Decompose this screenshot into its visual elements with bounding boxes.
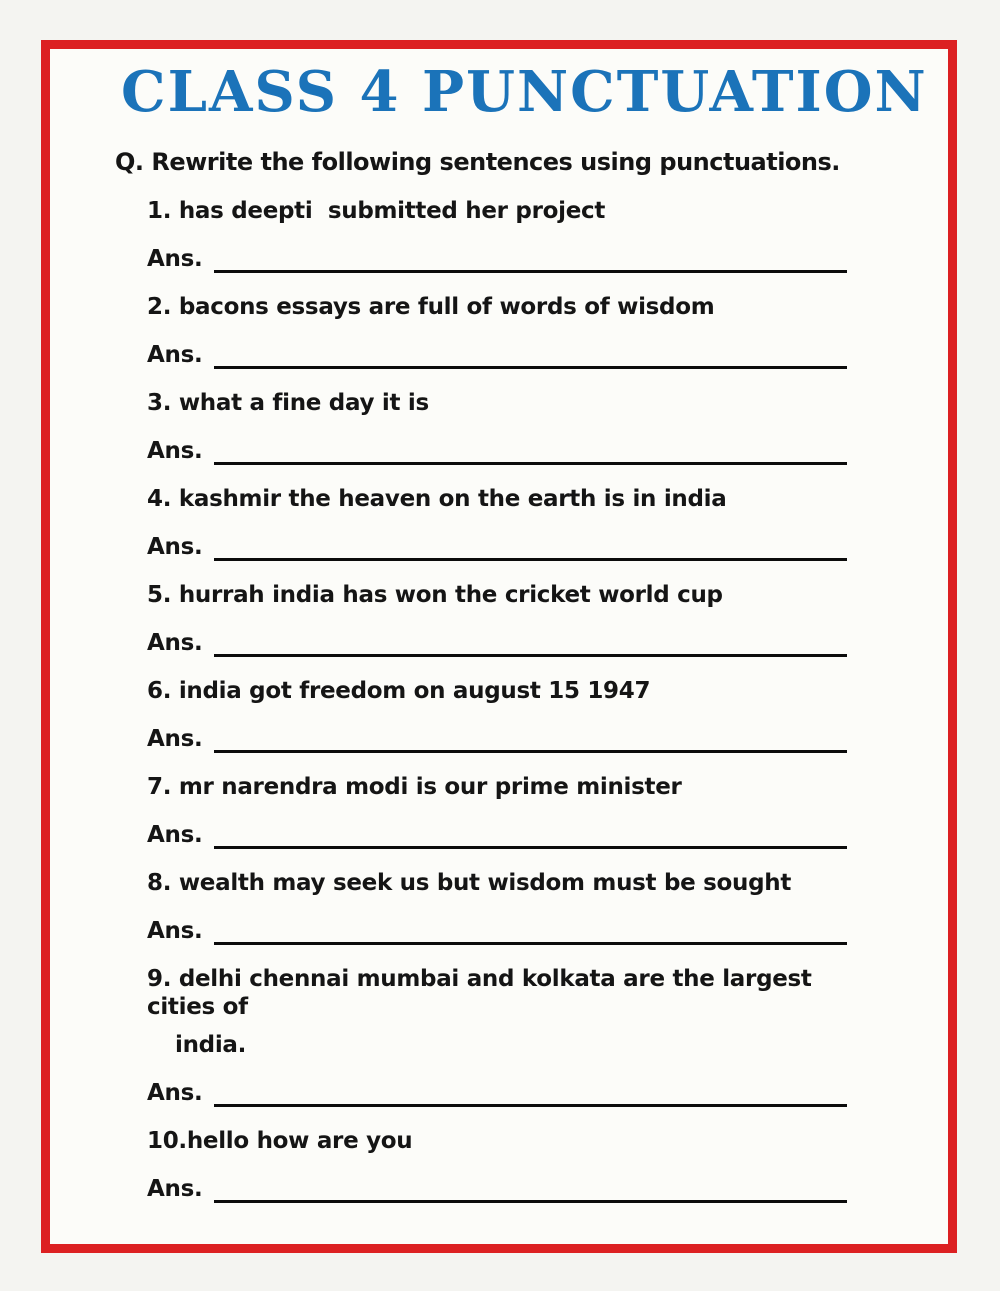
worksheet-page xyxy=(41,40,957,1253)
answer-row xyxy=(147,533,847,561)
question-item xyxy=(115,773,948,849)
answer-row xyxy=(147,1175,847,1203)
item-sentence: 8. wealth may seek us but wisdom must be sought xyxy=(147,870,792,896)
ans-label: Ans. xyxy=(147,822,203,848)
answer-blank[interactable] xyxy=(214,342,847,369)
answer-blank[interactable] xyxy=(214,246,847,273)
answer-row xyxy=(147,821,847,849)
item-sentence: 7. mr narendra modi is our prime minister xyxy=(147,774,682,800)
item-sentence: 3. what a fine day it is xyxy=(147,390,429,416)
question-item xyxy=(115,1127,948,1203)
item-sentence-line1: 9. delhi chennai mumbai and kolkata are the largest cities of xyxy=(147,966,820,1020)
answer-row xyxy=(147,725,847,753)
answer-blank[interactable] xyxy=(214,534,847,561)
answer-row xyxy=(147,245,847,273)
item-sentence: 6. india got freedom on august 15 1947 xyxy=(147,678,651,704)
ans-label: Ans. xyxy=(147,246,203,272)
ans-label: Ans. xyxy=(147,438,203,464)
question-item xyxy=(115,389,948,465)
question-item xyxy=(115,293,948,369)
item-sentence: 4. kashmir the heaven on the earth is in india xyxy=(147,486,727,512)
question-item xyxy=(115,677,948,753)
ans-label: Ans. xyxy=(147,534,203,560)
question-heading: Q. Rewrite the following sentences using punctuations. xyxy=(115,148,840,176)
question-list xyxy=(115,197,948,1203)
ans-label: Ans. xyxy=(147,1080,203,1106)
answer-blank[interactable] xyxy=(214,438,847,465)
question-item xyxy=(115,869,948,945)
answer-row xyxy=(147,341,847,369)
item-sentence xyxy=(147,965,877,1059)
ans-label: Ans. xyxy=(147,918,203,944)
question-item xyxy=(115,197,948,273)
answer-row xyxy=(147,437,847,465)
answer-row xyxy=(147,917,847,945)
item-sentence-line2: india. xyxy=(175,1032,247,1058)
answer-blank[interactable] xyxy=(214,726,847,753)
answer-blank[interactable] xyxy=(214,630,847,657)
item-sentence: 10.hello how are you xyxy=(147,1128,413,1154)
item-sentence: 1. has deepti submitted her project xyxy=(147,198,606,224)
page-title: CLASS 4 PUNCTUATION xyxy=(121,59,928,125)
ans-label: Ans. xyxy=(147,342,203,368)
ans-label: Ans. xyxy=(147,726,203,752)
item-sentence: 2. bacons essays are full of words of wisdom xyxy=(147,294,715,320)
question-item xyxy=(115,485,948,561)
worksheet-content xyxy=(50,49,948,1203)
answer-blank[interactable] xyxy=(214,1176,847,1203)
ans-label: Ans. xyxy=(147,630,203,656)
answer-row xyxy=(147,629,847,657)
answer-blank[interactable] xyxy=(214,1080,847,1107)
answer-row xyxy=(147,1079,847,1107)
answer-blank[interactable] xyxy=(214,918,847,945)
ans-label: Ans. xyxy=(147,1176,203,1202)
item-sentence: 5. hurrah india has won the cricket world cup xyxy=(147,582,723,608)
answer-blank[interactable] xyxy=(214,822,847,849)
question-item xyxy=(115,965,948,1107)
question-item xyxy=(115,581,948,657)
